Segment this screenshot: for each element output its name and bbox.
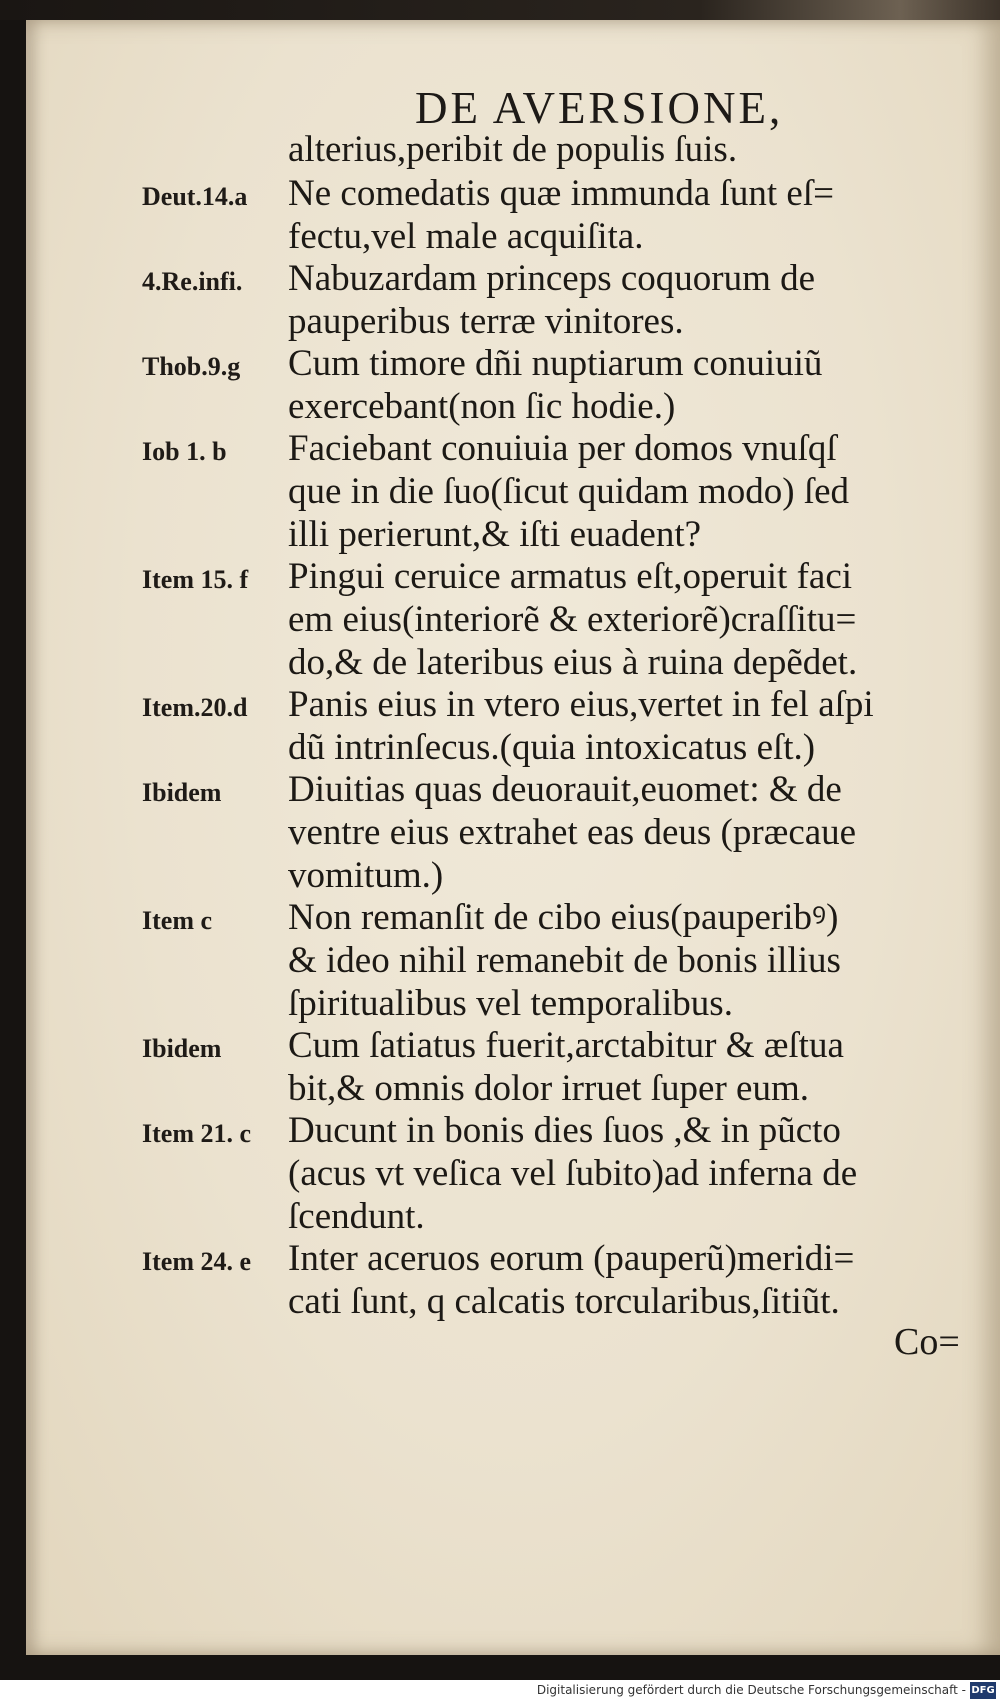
- book-edge: [0, 0, 1000, 20]
- funding-credit: Digitalisierung gefördert durch die Deutsche Forschungsgemeinschaft -: [536, 1683, 966, 1697]
- text-line: vomitum.): [288, 855, 444, 896]
- text-line: Non remanſit de cibo eius(pauperibꝰ): [288, 897, 839, 938]
- text-line: Cum timore dñi nuptiarum conuiuiũ: [288, 343, 823, 384]
- text-line: Panis eius in vtero eius,vertet in fel aſpi: [288, 684, 874, 725]
- text-line: & ideo nihil remanebit de bonis illius: [288, 940, 841, 981]
- margin-reference: Iob 1. b: [142, 437, 227, 466]
- text-line: illi perierunt,& iſti euadent?: [288, 514, 702, 555]
- margin-reference: 4.Re.infi.: [142, 267, 243, 296]
- text-line: Nabuzardam princeps coquorum de: [288, 258, 816, 299]
- digitization-footer: [0, 1680, 1000, 1703]
- margin-reference: Ibidem: [142, 778, 222, 807]
- margin-reference: Deut.14.a: [142, 182, 248, 211]
- margin-reference: Item 21. c: [142, 1119, 252, 1148]
- margin-reference: Item.20.d: [142, 693, 248, 722]
- text-line: fectu,vel male acquiſita.: [288, 216, 644, 257]
- text-line: Ne comedatis quæ immunda ſunt eſ=: [288, 173, 834, 214]
- text-line: dũ intrinſecus.(quia intoxicatus eſt.): [288, 727, 816, 768]
- catchword: Co=: [894, 1321, 960, 1363]
- text-line: do,& de lateribus eius à ruina depẽdet.: [288, 642, 858, 683]
- text-line: Cum ſatiatus fuerit,arctabitur & æſtua: [288, 1025, 844, 1066]
- text-line: Pingui ceruice armatus eſt,operuit faci: [288, 556, 853, 597]
- text-line: ſcendunt.: [288, 1196, 425, 1237]
- text-line: alterius,peribit de populis ſuis.: [288, 129, 738, 170]
- text-line: (acus vt veſica vel ſubito)ad inferna de: [288, 1153, 858, 1194]
- dfg-logo: DFG: [970, 1682, 996, 1699]
- margin-reference: Item c: [142, 906, 213, 935]
- text-line: Diuitias quas deuorauit,euomet: & de: [288, 769, 842, 810]
- text-line: Inter aceruos eorum (pauperũ)meridi=: [288, 1238, 855, 1279]
- text-line: bit,& omnis dolor irruet ſuper eum.: [288, 1068, 809, 1109]
- text-line: Ducunt in bonis dies ſuos ,& in pũcto: [288, 1110, 841, 1151]
- text-line: pauperibus terræ vinitores.: [288, 301, 684, 342]
- running-head: DE AVERSIONE,: [415, 83, 784, 133]
- text-line: ventre eius extrahet eas deus (præcaue: [288, 812, 857, 853]
- text-line: que in die ſuo(ſicut quidam modo) ſed: [288, 471, 850, 512]
- text-line: cati ſunt, q calcatis torcularibus,ſitiũt.: [288, 1281, 840, 1322]
- margin-reference: Item 24. e: [142, 1247, 252, 1276]
- text-line: ſpiritualibus vel temporalibus.: [288, 983, 733, 1024]
- margin-reference: Ibidem: [142, 1034, 222, 1063]
- text-line: exercebant(non ſic hodie.): [288, 386, 676, 427]
- margin-reference: Thob.9.g: [142, 352, 241, 381]
- margin-reference: Item 15. f: [142, 565, 249, 594]
- book-page: [26, 20, 1000, 1655]
- text-line: em eius(interiorẽ & exteriorẽ)craſſitu=: [288, 599, 857, 640]
- text-line: Faciebant conuiuia per domos vnuſqſ: [288, 428, 837, 469]
